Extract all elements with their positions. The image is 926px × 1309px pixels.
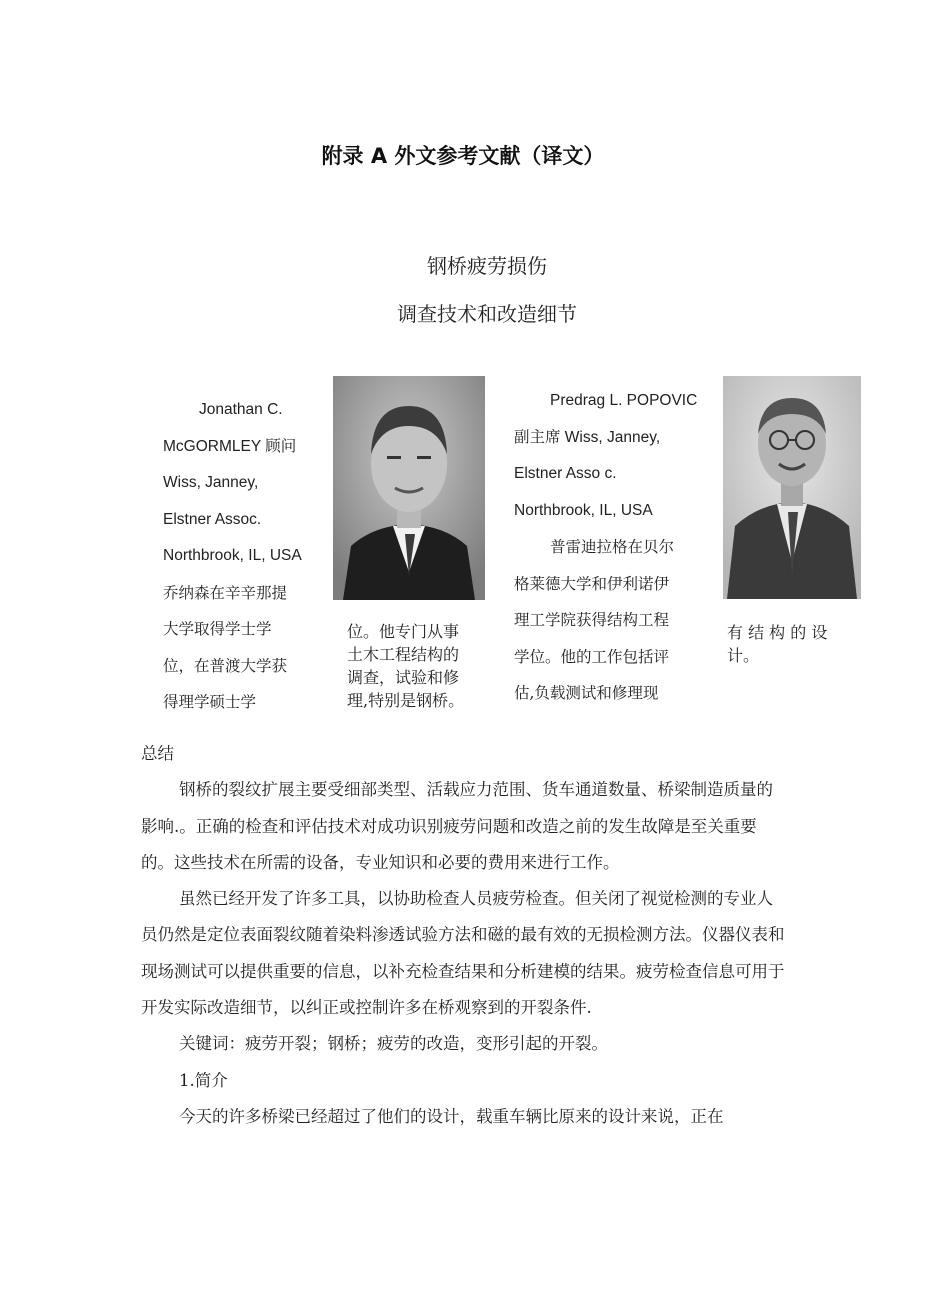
paper-title-line2: 调查技术和改造细节 xyxy=(397,302,577,326)
author2-bio xyxy=(514,383,709,712)
author1-bio-cont-line: 理,特别是钢桥。 xyxy=(347,691,465,710)
author1-affil3: Northbrook, IL, USA xyxy=(163,547,302,564)
author2-bio-line: 估,负载测试和修理现 xyxy=(514,684,659,702)
author2-bio-cont-line: 有 结 构 的 设 xyxy=(727,623,828,642)
author1-bio-line: 得理学硕士学 xyxy=(163,693,257,711)
author1-bio-line: 位，在普渡大学获 xyxy=(163,656,288,675)
summary-paragraph-2: 虽然已经开发了许多工具，以协助检查人员疲劳检查。但关闭了视觉检测的专业人员仍然是定位表面裂纹随着染料渗透试验方法和磁的最有效的无损检测方法。仪器仪表和现场测试可以提供重要的信息，以补充检查结果和分析建模的结果。疲劳检查信息可用于开发实际改造细节，以纠正或控制许多在桥观察到的开裂条件. xyxy=(141,889,785,1018)
intro-heading: 1.简介 xyxy=(179,1070,228,1090)
author2-bio-continued xyxy=(727,621,852,667)
author2-bio-line: 学位。他的工作包括评 xyxy=(514,647,670,666)
author2-name-line2: 副主席 Wiss, Janney, xyxy=(514,428,661,446)
author1-bio xyxy=(163,392,333,721)
author2-name-line1: Predrag L. POPOVIC xyxy=(550,392,698,409)
author2-bio-line: 格莱德大学和伊利诺伊 xyxy=(514,574,670,593)
author1-name-line1: Jonathan C. xyxy=(199,401,283,418)
appendix-title: 附录 A 外文参考文献（译文） xyxy=(321,144,605,168)
author1-bio-cont-line: 位。他专门从事 xyxy=(347,622,460,641)
author1-affil1: Wiss, Janney, xyxy=(163,474,259,491)
author2-bio-line: 普雷迪拉格在贝尔 xyxy=(550,538,675,556)
keywords: 关键词：疲劳开裂；钢桥；疲劳的改造，变形引起的开裂。 xyxy=(179,1034,608,1054)
author1-bio-cont-line: 调查，试验和修 xyxy=(347,668,460,687)
author1-affil2: Elstner Assoc. xyxy=(163,510,262,528)
intro-paragraph-1: 今天的许多桥梁已经超过了他们的设计，载重车辆比原来的设计来说，正在 xyxy=(179,1106,724,1126)
summary-heading: 总结 xyxy=(141,744,174,763)
author2-photo xyxy=(723,376,861,599)
summary-paragraph-1: 钢桥的裂纹扩展主要受细部类型、活载应力范围、货车通道数量、桥梁制造质量的影响.。正确的检查和评估技术对成功识别疲劳问题和改造之前的发生故障是至关重要的。这些技术在所需的设备，专业知识和必要的费用来进行工作。 xyxy=(141,780,773,872)
paper-title-line1: 钢桥疲劳损伤 xyxy=(427,254,547,278)
body-text xyxy=(141,736,789,1135)
author1-name-line2: McGORMLEY 顾问 xyxy=(163,437,297,455)
author1-bio-continued xyxy=(347,620,487,712)
author1-bio-line: 乔纳森在辛辛那提 xyxy=(163,583,288,602)
author1-photo xyxy=(333,376,485,600)
author2-bio-line: 理工学院获得结构工程 xyxy=(514,611,670,629)
author2-affil2: Northbrook, IL, USA xyxy=(514,501,653,519)
author2-affil1: Elstner Asso c. xyxy=(514,465,617,482)
author2-bio-cont-line: 计。 xyxy=(727,646,760,665)
author1-bio-line: 大学取得学士学 xyxy=(163,620,272,638)
author1-bio-cont-line: 土木工程结构的 xyxy=(347,645,460,664)
